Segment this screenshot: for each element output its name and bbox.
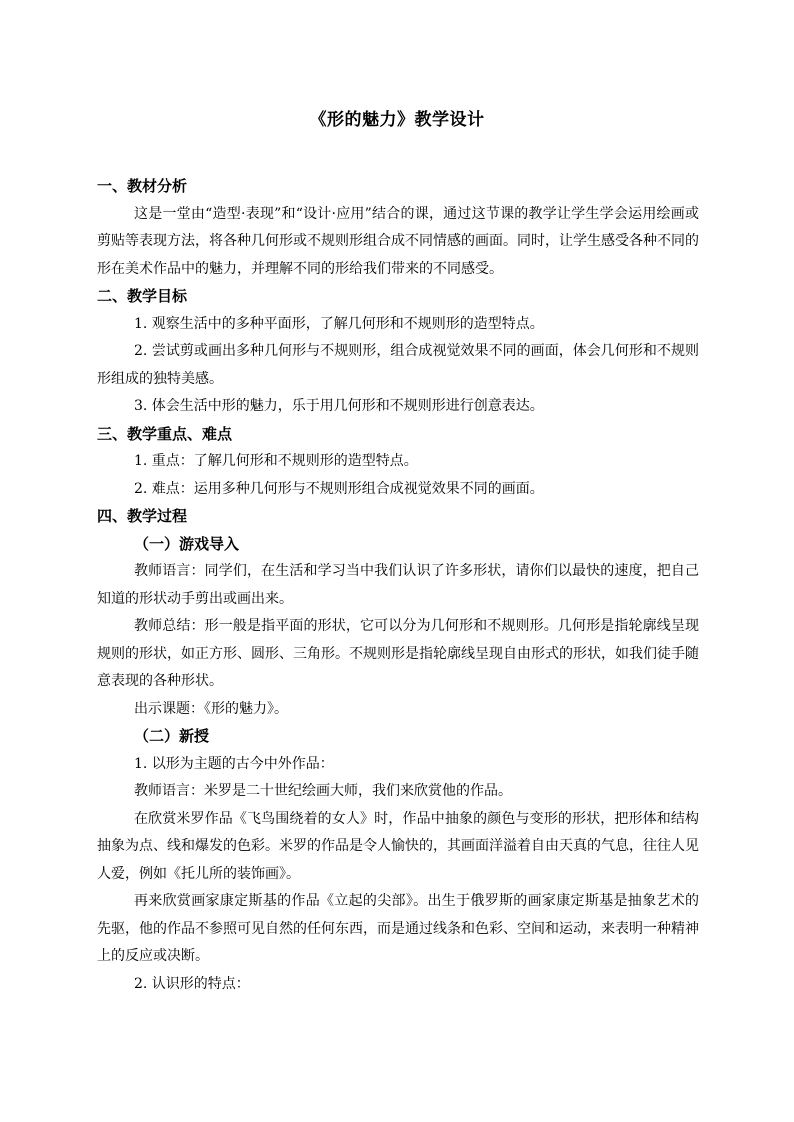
new-lesson-paragraph-5: 2. 认识形的特点： (134, 975, 250, 992)
new-lesson-paragraph-2: 教师语言：米罗是二十世纪绘画大师，我们来欣赏他的作品。 (134, 783, 512, 799)
subsection-heading-game-intro: （一）游戏导入 (134, 534, 240, 553)
section-heading-process: 四、教学过程 (97, 507, 188, 525)
section-heading-keypoints: 三、教学重点、难点 (97, 424, 233, 443)
section-heading-analysis: 一、教材分析 (97, 177, 188, 195)
objective-item-2: 2. 尝试剪或画出多种几何形与不规则形，组合成视觉效果不同的画面，体会几何形和不规则形组成的独特美感。 (97, 343, 699, 387)
game-intro-paragraph-2: 教师总结：形一般是指平面的形状，它可以分为几何形和不规则形。几何形是指轮廓线呈现规则的形状，如正方形、圆形、三角形。不规则形是指轮廓线呈现自由形式的形状，如我们徒手随意表现的各种形状。 (97, 618, 699, 689)
section-heading-objectives: 二、教学目标 (97, 287, 188, 305)
subsection-heading-new-lesson: （二）新授 (134, 727, 210, 745)
new-lesson-paragraph-4: 再来欣赏画家康定斯基的作品《立起的尖部》。出生于俄罗斯的画家康定斯基是抽象艺术的先驱，他的作品不参照可见自然的任何东西，而是通过线条和色彩、空间和运动，来表明一种精神上的反应或决断。 (97, 893, 699, 964)
objective-item-3: 3. 体会生活中形的魅力，乐于用几何形和不规则形进行创意表达。 (134, 398, 544, 414)
document-title: 《形的魅力》教学设计 (309, 110, 485, 130)
game-intro-paragraph-3: 出示课题：《形的魅力》。 (134, 700, 288, 717)
document-body (97, 173, 699, 998)
objective-item-1: 1. 观察生活中的多种平面形，了解几何形和不规则形的造型特点。 (134, 315, 544, 332)
analysis-paragraph: 这是一堂由“造型·表现”和“设计·应用”结合的课，通过这节课的教学让学生学会运用绘画或剪贴等表现方法，将各种几何形或不规则形组合成不同情感的画面。同时，让学生感受各种不同的形在美术作品中的魅力，并理解不同的形给我们带来的不同感受。 (97, 205, 699, 277)
new-lesson-paragraph-3: 在欣赏米罗作品《飞鸟围绕着的女人》时，作品中抽象的颜色与变形的形状，把形体和结构抽象为点、线和爆发的色彩。米罗的作品是令人愉快的，其画面洋溢着自由天真的气息，往往人见人爱，例如《托儿所的装饰画》。 (97, 810, 699, 882)
new-lesson-paragraph-1: 1. 以形为主题的古今中外作品： (134, 755, 334, 772)
keypoint-item-1: 1. 重点：了解几何形和不规则形的造型特点。 (134, 453, 418, 469)
game-intro-paragraph-1: 教师语言：同学们，在生活和学习当中我们认识了许多形状，请你们以最快的速度，把自己知道的形状动手剪出或画出来。 (97, 563, 699, 607)
keypoint-item-2: 2. 难点：运用多种几何形与不规则形组合成视觉效果不同的画面。 (134, 480, 544, 497)
